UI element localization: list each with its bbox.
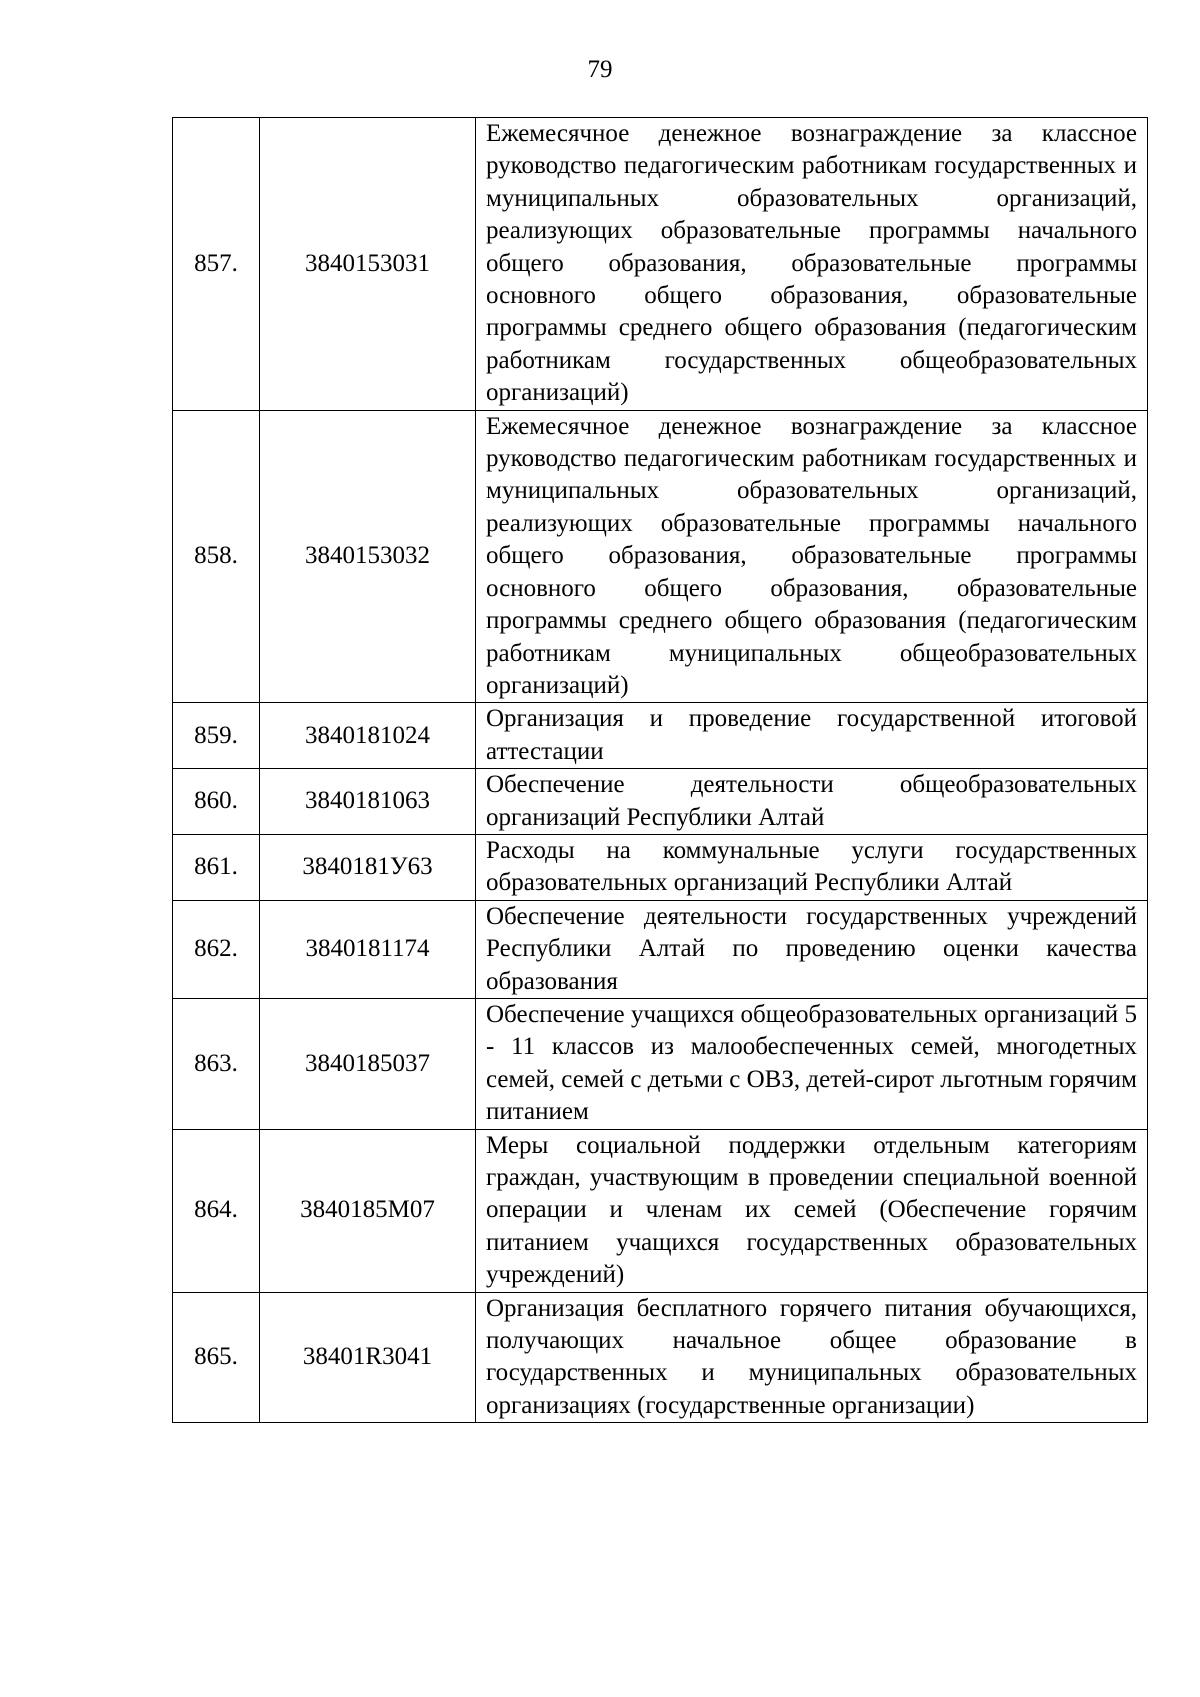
row-number: 859. — [173, 703, 260, 769]
row-number: 864. — [173, 1129, 260, 1292]
row-number: 858. — [173, 410, 260, 703]
row-description: Меры социальной поддержки отдельным категориям граждан, участвующим в проведении специальной военной операции и членам их семей (Обеспечение горячим питанием учащихся государственных образовательных учреждений) — [476, 1129, 1148, 1292]
row-code: 38401R3041 — [260, 1292, 476, 1423]
row-number: 860. — [173, 769, 260, 835]
budget-codes-table — [172, 117, 1148, 1423]
row-description: Организация и проведение государственной итоговой аттестации — [476, 703, 1148, 769]
table-row — [173, 834, 1148, 900]
table-row — [173, 703, 1148, 769]
row-number: 863. — [173, 998, 260, 1129]
table-row — [173, 1129, 1148, 1292]
row-number: 862. — [173, 900, 260, 998]
row-code: 3840185М07 — [260, 1129, 476, 1292]
row-code: 3840153031 — [260, 118, 476, 411]
row-description: Обеспечение деятельности общеобразовательных организаций Республики Алтай — [476, 769, 1148, 835]
row-number: 865. — [173, 1292, 260, 1423]
row-description: Ежемесячное денежное вознаграждение за классное руководство педагогическим работникам государственных и муниципальных образовательных организаций, реализующих образовательные программы начального общего образования, образовательные программы основного общего образования, образовательные программы среднего общего образования (педагогическим работникам муниципальных общеобразовательных организаций) — [476, 410, 1148, 703]
row-code: 3840185037 — [260, 998, 476, 1129]
row-code: 3840181У63 — [260, 834, 476, 900]
table-row — [173, 410, 1148, 703]
table-row — [173, 1292, 1148, 1423]
row-description: Организация бесплатного горячего питания обучающихся, получающих начальное общее образование в государственных и муниципальных образовательных организациях (государственные организации) — [476, 1292, 1148, 1423]
row-number: 857. — [173, 118, 260, 411]
row-description: Ежемесячное денежное вознаграждение за классное руководство педагогическим работникам государственных и муниципальных образовательных организаций, реализующих образовательные программы начального общего образования, образовательные программы основного общего образования, образовательные программы среднего общего образования (педагогическим работникам государственных общеобразовательных организаций) — [476, 118, 1148, 411]
row-code: 3840181024 — [260, 703, 476, 769]
row-code: 3840181063 — [260, 769, 476, 835]
row-description: Расходы на коммунальные услуги государственных образовательных организаций Республики Алтай — [476, 834, 1148, 900]
page-number: 79 — [587, 56, 613, 83]
row-code: 3840153032 — [260, 410, 476, 703]
row-description: Обеспечение учащихся общеобразовательных организаций 5 - 11 классов из малообеспеченных семей, многодетных семей, семей с детьми с ОВЗ, детей-сирот льготным горячим питанием — [476, 998, 1148, 1129]
table-row — [173, 900, 1148, 998]
table-row — [173, 118, 1148, 411]
row-description: Обеспечение деятельности государственных учреждений Республики Алтай по проведению оценки качества образования — [476, 900, 1148, 998]
row-number: 861. — [173, 834, 260, 900]
table-row — [173, 998, 1148, 1129]
table-body — [173, 118, 1148, 1423]
row-code: 3840181174 — [260, 900, 476, 998]
table-row — [173, 769, 1148, 835]
